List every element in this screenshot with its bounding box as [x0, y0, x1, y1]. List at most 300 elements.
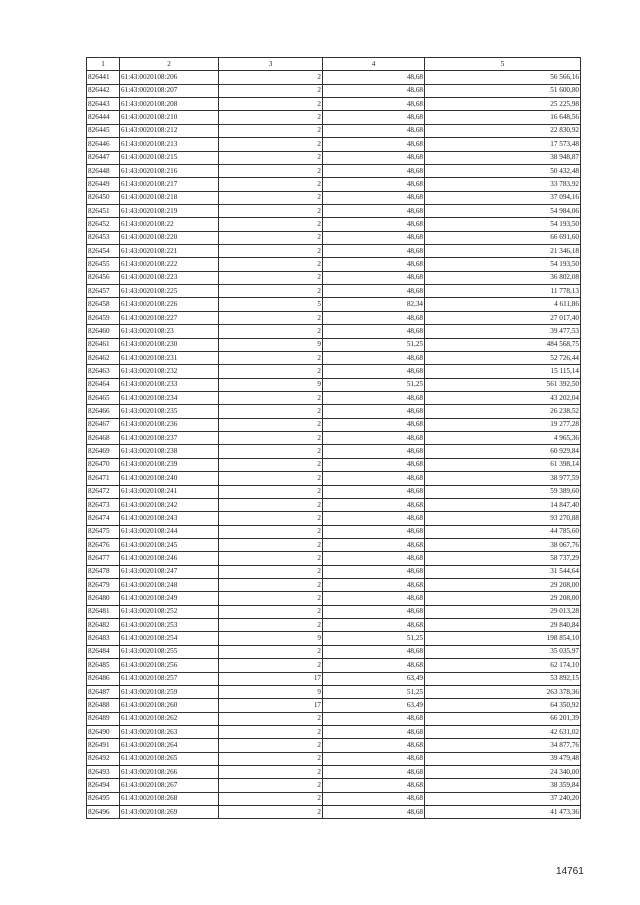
cadastral-number-cell: 61:43:0020108:235 — [120, 405, 219, 418]
value-cell: 58 737,29 — [425, 552, 581, 565]
count-cell: 2 — [219, 258, 323, 271]
cadastral-number-cell: 61:43:0020108:266 — [120, 766, 219, 779]
count-cell: 2 — [219, 605, 323, 618]
count-cell: 2 — [219, 84, 323, 97]
count-cell: 2 — [219, 579, 323, 592]
table-row — [87, 311, 581, 324]
value-cell: 198 854,10 — [425, 632, 581, 645]
value-cell: 62 174,10 — [425, 659, 581, 672]
value-cell: 27 017,40 — [425, 311, 581, 324]
table-row — [87, 619, 581, 632]
table-row — [87, 138, 581, 151]
table-row — [87, 432, 581, 445]
value-cell: 51 600,80 — [425, 84, 581, 97]
record-number-cell: 826477 — [87, 552, 120, 565]
value-cell: 561 392,50 — [425, 378, 581, 391]
value-cell: 11 778,13 — [425, 285, 581, 298]
table-row — [87, 245, 581, 258]
count-cell: 2 — [219, 538, 323, 551]
value-cell: 60 929,84 — [425, 445, 581, 458]
rate-cell: 48,68 — [323, 258, 425, 271]
table-row — [87, 391, 581, 404]
rate-cell: 48,68 — [323, 432, 425, 445]
table-row — [87, 752, 581, 765]
cadastral-number-cell: 61:43:0020108:248 — [120, 579, 219, 592]
value-cell: 24 340,00 — [425, 766, 581, 779]
rate-cell: 48,68 — [323, 418, 425, 431]
column-header-2: 2 — [120, 58, 219, 71]
record-number-cell: 826479 — [87, 579, 120, 592]
record-number-cell: 826483 — [87, 632, 120, 645]
value-cell: 54 984,06 — [425, 204, 581, 217]
record-number-cell: 826466 — [87, 405, 120, 418]
value-cell: 25 225,98 — [425, 98, 581, 111]
rate-cell: 63,49 — [323, 699, 425, 712]
value-cell: 39 477,53 — [425, 325, 581, 338]
value-cell: 61 398,14 — [425, 458, 581, 471]
value-cell: 43 202,04 — [425, 391, 581, 404]
record-number-cell: 826442 — [87, 84, 120, 97]
table-row — [87, 84, 581, 97]
table-body — [87, 71, 581, 819]
count-cell: 2 — [219, 365, 323, 378]
cadastral-number-cell: 61:43:0020108:236 — [120, 418, 219, 431]
record-number-cell: 826474 — [87, 512, 120, 525]
count-cell: 2 — [219, 645, 323, 658]
page-number: 14761 — [556, 866, 584, 877]
record-number-cell: 826464 — [87, 378, 120, 391]
count-cell: 2 — [219, 218, 323, 231]
rate-cell: 48,68 — [323, 806, 425, 819]
record-number-cell: 826484 — [87, 645, 120, 658]
table-row — [87, 538, 581, 551]
rate-cell: 48,68 — [323, 271, 425, 284]
count-cell: 2 — [219, 712, 323, 725]
value-cell: 31 544,64 — [425, 565, 581, 578]
record-number-cell: 826493 — [87, 766, 120, 779]
cadastral-number-cell: 61:43:0020108:210 — [120, 111, 219, 124]
table-row — [87, 512, 581, 525]
count-cell: 9 — [219, 632, 323, 645]
cadastral-number-cell: 61:43:0020108:231 — [120, 351, 219, 364]
cadastral-number-cell: 61:43:0020108:226 — [120, 298, 219, 311]
cadastral-number-cell: 61:43:0020108:268 — [120, 792, 219, 805]
count-cell: 9 — [219, 338, 323, 351]
rate-cell: 48,68 — [323, 445, 425, 458]
count-cell: 2 — [219, 351, 323, 364]
rate-cell: 48,68 — [323, 512, 425, 525]
column-header-3: 3 — [219, 58, 323, 71]
value-cell: 16 648,56 — [425, 111, 581, 124]
record-number-cell: 826463 — [87, 365, 120, 378]
data-table — [86, 57, 581, 819]
rate-cell: 48,68 — [323, 124, 425, 137]
value-cell: 66 201,39 — [425, 712, 581, 725]
count-cell: 2 — [219, 458, 323, 471]
rate-cell: 48,68 — [323, 204, 425, 217]
table-row — [87, 672, 581, 685]
count-cell: 17 — [219, 672, 323, 685]
table-row — [87, 71, 581, 84]
rate-cell: 48,68 — [323, 138, 425, 151]
cadastral-number-cell: 61:43:0020108:240 — [120, 472, 219, 485]
rate-cell: 48,68 — [323, 779, 425, 792]
rate-cell: 48,68 — [323, 645, 425, 658]
cadastral-number-cell: 61:43:0020108:215 — [120, 151, 219, 164]
rate-cell: 48,68 — [323, 538, 425, 551]
column-header-5: 5 — [425, 58, 581, 71]
cadastral-number-cell: 61:43:0020108:260 — [120, 699, 219, 712]
count-cell: 2 — [219, 98, 323, 111]
record-number-cell: 826461 — [87, 338, 120, 351]
rate-cell: 48,68 — [323, 659, 425, 672]
table-row — [87, 271, 581, 284]
value-cell: 33 783,92 — [425, 178, 581, 191]
table-row — [87, 605, 581, 618]
table-row — [87, 472, 581, 485]
cadastral-number-cell: 61:43:0020108:219 — [120, 204, 219, 217]
table-row — [87, 685, 581, 698]
record-number-cell: 826467 — [87, 418, 120, 431]
rate-cell: 48,68 — [323, 592, 425, 605]
cadastral-number-cell: 61:43:0020108:245 — [120, 538, 219, 551]
count-cell: 2 — [219, 204, 323, 217]
cadastral-number-cell: 61:43:0020108:243 — [120, 512, 219, 525]
count-cell: 9 — [219, 378, 323, 391]
cadastral-number-cell: 61:43:0020108:254 — [120, 632, 219, 645]
rate-cell: 48,68 — [323, 579, 425, 592]
table-row — [87, 338, 581, 351]
count-cell: 2 — [219, 766, 323, 779]
record-number-cell: 826492 — [87, 752, 120, 765]
record-number-cell: 826448 — [87, 164, 120, 177]
record-number-cell: 826465 — [87, 391, 120, 404]
rate-cell: 48,68 — [323, 391, 425, 404]
record-number-cell: 826444 — [87, 111, 120, 124]
value-cell: 38 359,84 — [425, 779, 581, 792]
rate-cell: 48,68 — [323, 565, 425, 578]
value-cell: 22 830,92 — [425, 124, 581, 137]
table-row — [87, 552, 581, 565]
value-cell: 484 568,75 — [425, 338, 581, 351]
rate-cell: 48,68 — [323, 231, 425, 244]
record-number-cell: 826496 — [87, 806, 120, 819]
value-cell: 4 965,36 — [425, 432, 581, 445]
table-row — [87, 164, 581, 177]
record-number-cell: 826454 — [87, 245, 120, 258]
count-cell: 2 — [219, 164, 323, 177]
value-cell: 38 948,87 — [425, 151, 581, 164]
cadastral-number-cell: 61:43:0020108:257 — [120, 672, 219, 685]
rate-cell: 48,68 — [323, 245, 425, 258]
record-number-cell: 826460 — [87, 325, 120, 338]
rate-cell: 48,68 — [323, 218, 425, 231]
rate-cell: 48,68 — [323, 766, 425, 779]
header-row — [87, 58, 581, 71]
cadastral-number-cell: 61:43:0020108:216 — [120, 164, 219, 177]
table-row — [87, 632, 581, 645]
value-cell: 52 726,44 — [425, 351, 581, 364]
cadastral-number-cell: 61:43:0020108:246 — [120, 552, 219, 565]
rate-cell: 48,68 — [323, 605, 425, 618]
record-number-cell: 826458 — [87, 298, 120, 311]
value-cell: 42 631,02 — [425, 725, 581, 738]
table-row — [87, 285, 581, 298]
table-row — [87, 351, 581, 364]
table-row — [87, 231, 581, 244]
table-row — [87, 445, 581, 458]
record-number-cell: 826487 — [87, 685, 120, 698]
table-row — [87, 298, 581, 311]
rate-cell: 51,25 — [323, 685, 425, 698]
count-cell: 2 — [219, 432, 323, 445]
value-cell: 26 238,52 — [425, 405, 581, 418]
count-cell: 2 — [219, 271, 323, 284]
count-cell: 2 — [219, 792, 323, 805]
cadastral-number-cell: 61:43:0020108:207 — [120, 84, 219, 97]
record-number-cell: 826473 — [87, 498, 120, 511]
rate-cell: 48,68 — [323, 111, 425, 124]
table-row — [87, 766, 581, 779]
value-cell: 36 802,08 — [425, 271, 581, 284]
rate-cell: 48,68 — [323, 752, 425, 765]
cadastral-number-cell: 61:43:0020108:222 — [120, 258, 219, 271]
record-number-cell: 826462 — [87, 351, 120, 364]
cadastral-number-cell: 61:43:0020108:241 — [120, 485, 219, 498]
table-row — [87, 325, 581, 338]
table-row — [87, 124, 581, 137]
cadastral-number-cell: 61:43:0020108:247 — [120, 565, 219, 578]
count-cell: 2 — [219, 525, 323, 538]
record-number-cell: 826472 — [87, 485, 120, 498]
rate-cell: 48,68 — [323, 552, 425, 565]
record-number-cell: 826443 — [87, 98, 120, 111]
table-row — [87, 191, 581, 204]
value-cell: 29 208,00 — [425, 579, 581, 592]
record-number-cell: 826490 — [87, 725, 120, 738]
rate-cell: 63,49 — [323, 672, 425, 685]
count-cell: 2 — [219, 552, 323, 565]
record-number-cell: 826482 — [87, 619, 120, 632]
value-cell: 64 350,92 — [425, 699, 581, 712]
rate-cell: 48,68 — [323, 285, 425, 298]
count-cell: 2 — [219, 779, 323, 792]
rate-cell: 48,68 — [323, 619, 425, 632]
rate-cell: 48,68 — [323, 525, 425, 538]
table-row — [87, 178, 581, 191]
table-row — [87, 525, 581, 538]
cadastral-number-cell: 61:43:0020108:269 — [120, 806, 219, 819]
table-row — [87, 592, 581, 605]
value-cell: 44 785,60 — [425, 525, 581, 538]
rate-cell: 51,25 — [323, 338, 425, 351]
count-cell: 2 — [219, 325, 323, 338]
cadastral-number-cell: 61:43:0020108:22 — [120, 218, 219, 231]
cadastral-number-cell: 61:43:0020108:253 — [120, 619, 219, 632]
rate-cell: 48,68 — [323, 98, 425, 111]
table-row — [87, 739, 581, 752]
rate-cell: 48,68 — [323, 739, 425, 752]
cadastral-number-cell: 61:43:0020108:237 — [120, 432, 219, 445]
table-row — [87, 659, 581, 672]
record-number-cell: 826459 — [87, 311, 120, 324]
record-number-cell: 826471 — [87, 472, 120, 485]
record-number-cell: 826468 — [87, 432, 120, 445]
value-cell: 29 013,28 — [425, 605, 581, 618]
rate-cell: 48,68 — [323, 351, 425, 364]
table-row — [87, 792, 581, 805]
value-cell: 4 611,86 — [425, 298, 581, 311]
record-number-cell: 826452 — [87, 218, 120, 231]
count-cell: 2 — [219, 191, 323, 204]
value-cell: 263 378,36 — [425, 685, 581, 698]
cadastral-number-cell: 61:43:0020108:264 — [120, 739, 219, 752]
cadastral-number-cell: 61:43:0020108:256 — [120, 659, 219, 672]
value-cell: 15 115,14 — [425, 365, 581, 378]
cadastral-number-cell: 61:43:0020108:221 — [120, 245, 219, 258]
table-row — [87, 806, 581, 819]
cadastral-number-cell: 61:43:0020108:227 — [120, 311, 219, 324]
table-row — [87, 485, 581, 498]
rate-cell: 48,68 — [323, 458, 425, 471]
table-row — [87, 218, 581, 231]
value-cell: 54 193,50 — [425, 218, 581, 231]
table-row — [87, 378, 581, 391]
count-cell: 2 — [219, 311, 323, 324]
count-cell: 2 — [219, 124, 323, 137]
cadastral-number-cell: 61:43:0020108:230 — [120, 338, 219, 351]
table-row — [87, 498, 581, 511]
record-number-cell: 826475 — [87, 525, 120, 538]
cadastral-number-cell: 61:43:0020108:244 — [120, 525, 219, 538]
value-cell: 54 193,50 — [425, 258, 581, 271]
record-number-cell: 826470 — [87, 458, 120, 471]
rate-cell: 48,68 — [323, 365, 425, 378]
count-cell: 2 — [219, 592, 323, 605]
value-cell: 93 270,88 — [425, 512, 581, 525]
cadastral-number-cell: 61:43:0020108:212 — [120, 124, 219, 137]
table-row — [87, 712, 581, 725]
record-number-cell: 826451 — [87, 204, 120, 217]
record-number-cell: 826450 — [87, 191, 120, 204]
count-cell: 2 — [219, 391, 323, 404]
table-row — [87, 204, 581, 217]
count-cell: 2 — [219, 245, 323, 258]
table-row — [87, 151, 581, 164]
value-cell: 17 573,48 — [425, 138, 581, 151]
record-number-cell: 826456 — [87, 271, 120, 284]
value-cell: 29 208,00 — [425, 592, 581, 605]
count-cell: 2 — [219, 231, 323, 244]
cadastral-number-cell: 61:43:0020108:213 — [120, 138, 219, 151]
value-cell: 21 346,18 — [425, 245, 581, 258]
cadastral-number-cell: 61:43:0020108:208 — [120, 98, 219, 111]
record-number-cell: 826457 — [87, 285, 120, 298]
rate-cell: 48,68 — [323, 485, 425, 498]
count-cell: 2 — [219, 512, 323, 525]
value-cell: 34 877,76 — [425, 739, 581, 752]
rate-cell: 48,68 — [323, 84, 425, 97]
count-cell: 17 — [219, 699, 323, 712]
count-cell: 2 — [219, 739, 323, 752]
count-cell: 2 — [219, 71, 323, 84]
cadastral-number-cell: 61:43:0020108:217 — [120, 178, 219, 191]
record-number-cell: 826478 — [87, 565, 120, 578]
value-cell: 66 691,60 — [425, 231, 581, 244]
cadastral-number-cell: 61:43:0020108:263 — [120, 725, 219, 738]
count-cell: 2 — [219, 111, 323, 124]
rate-cell: 48,68 — [323, 151, 425, 164]
record-number-cell: 826469 — [87, 445, 120, 458]
record-number-cell: 826447 — [87, 151, 120, 164]
table-row — [87, 699, 581, 712]
count-cell: 2 — [219, 138, 323, 151]
count-cell: 2 — [219, 565, 323, 578]
cadastral-number-cell: 61:43:0020108:238 — [120, 445, 219, 458]
count-cell: 2 — [219, 659, 323, 672]
rate-cell: 48,68 — [323, 164, 425, 177]
count-cell: 2 — [219, 498, 323, 511]
cadastral-number-cell: 61:43:0020108:232 — [120, 365, 219, 378]
value-cell: 38 977,59 — [425, 472, 581, 485]
value-cell: 29 840,84 — [425, 619, 581, 632]
table-row — [87, 418, 581, 431]
cadastral-number-cell: 61:43:0020108:259 — [120, 685, 219, 698]
table-row — [87, 111, 581, 124]
rate-cell: 48,68 — [323, 725, 425, 738]
record-number-cell: 826453 — [87, 231, 120, 244]
record-number-cell: 826441 — [87, 71, 120, 84]
record-number-cell: 826494 — [87, 779, 120, 792]
value-cell: 14 847,40 — [425, 498, 581, 511]
record-number-cell: 826495 — [87, 792, 120, 805]
cadastral-number-cell: 61:43:0020108:265 — [120, 752, 219, 765]
table-row — [87, 98, 581, 111]
record-number-cell: 826491 — [87, 739, 120, 752]
table-row — [87, 458, 581, 471]
value-cell: 37 094,16 — [425, 191, 581, 204]
rate-cell: 51,25 — [323, 378, 425, 391]
value-cell: 37 240,20 — [425, 792, 581, 805]
column-header-1: 1 — [87, 58, 120, 71]
record-number-cell: 826485 — [87, 659, 120, 672]
cadastral-number-cell: 61:43:0020108:233 — [120, 378, 219, 391]
rate-cell: 48,68 — [323, 178, 425, 191]
rate-cell: 48,68 — [323, 472, 425, 485]
table-row — [87, 365, 581, 378]
cadastral-number-cell: 61:43:0020108:218 — [120, 191, 219, 204]
cadastral-number-cell: 61:43:0020108:267 — [120, 779, 219, 792]
count-cell: 2 — [219, 806, 323, 819]
record-number-cell: 826488 — [87, 699, 120, 712]
value-cell: 41 473,36 — [425, 806, 581, 819]
column-header-4: 4 — [323, 58, 425, 71]
value-cell: 53 892,15 — [425, 672, 581, 685]
value-cell: 56 566,16 — [425, 71, 581, 84]
count-cell: 9 — [219, 685, 323, 698]
value-cell: 39 479,48 — [425, 752, 581, 765]
cadastral-number-cell: 61:43:0020108:262 — [120, 712, 219, 725]
rate-cell: 48,68 — [323, 311, 425, 324]
count-cell: 2 — [219, 285, 323, 298]
table-row — [87, 579, 581, 592]
rate-cell: 48,68 — [323, 792, 425, 805]
rate-cell: 48,68 — [323, 191, 425, 204]
record-number-cell: 826455 — [87, 258, 120, 271]
cadastral-number-cell: 61:43:0020108:239 — [120, 458, 219, 471]
value-cell: 38 067,76 — [425, 538, 581, 551]
value-cell: 19 277,28 — [425, 418, 581, 431]
